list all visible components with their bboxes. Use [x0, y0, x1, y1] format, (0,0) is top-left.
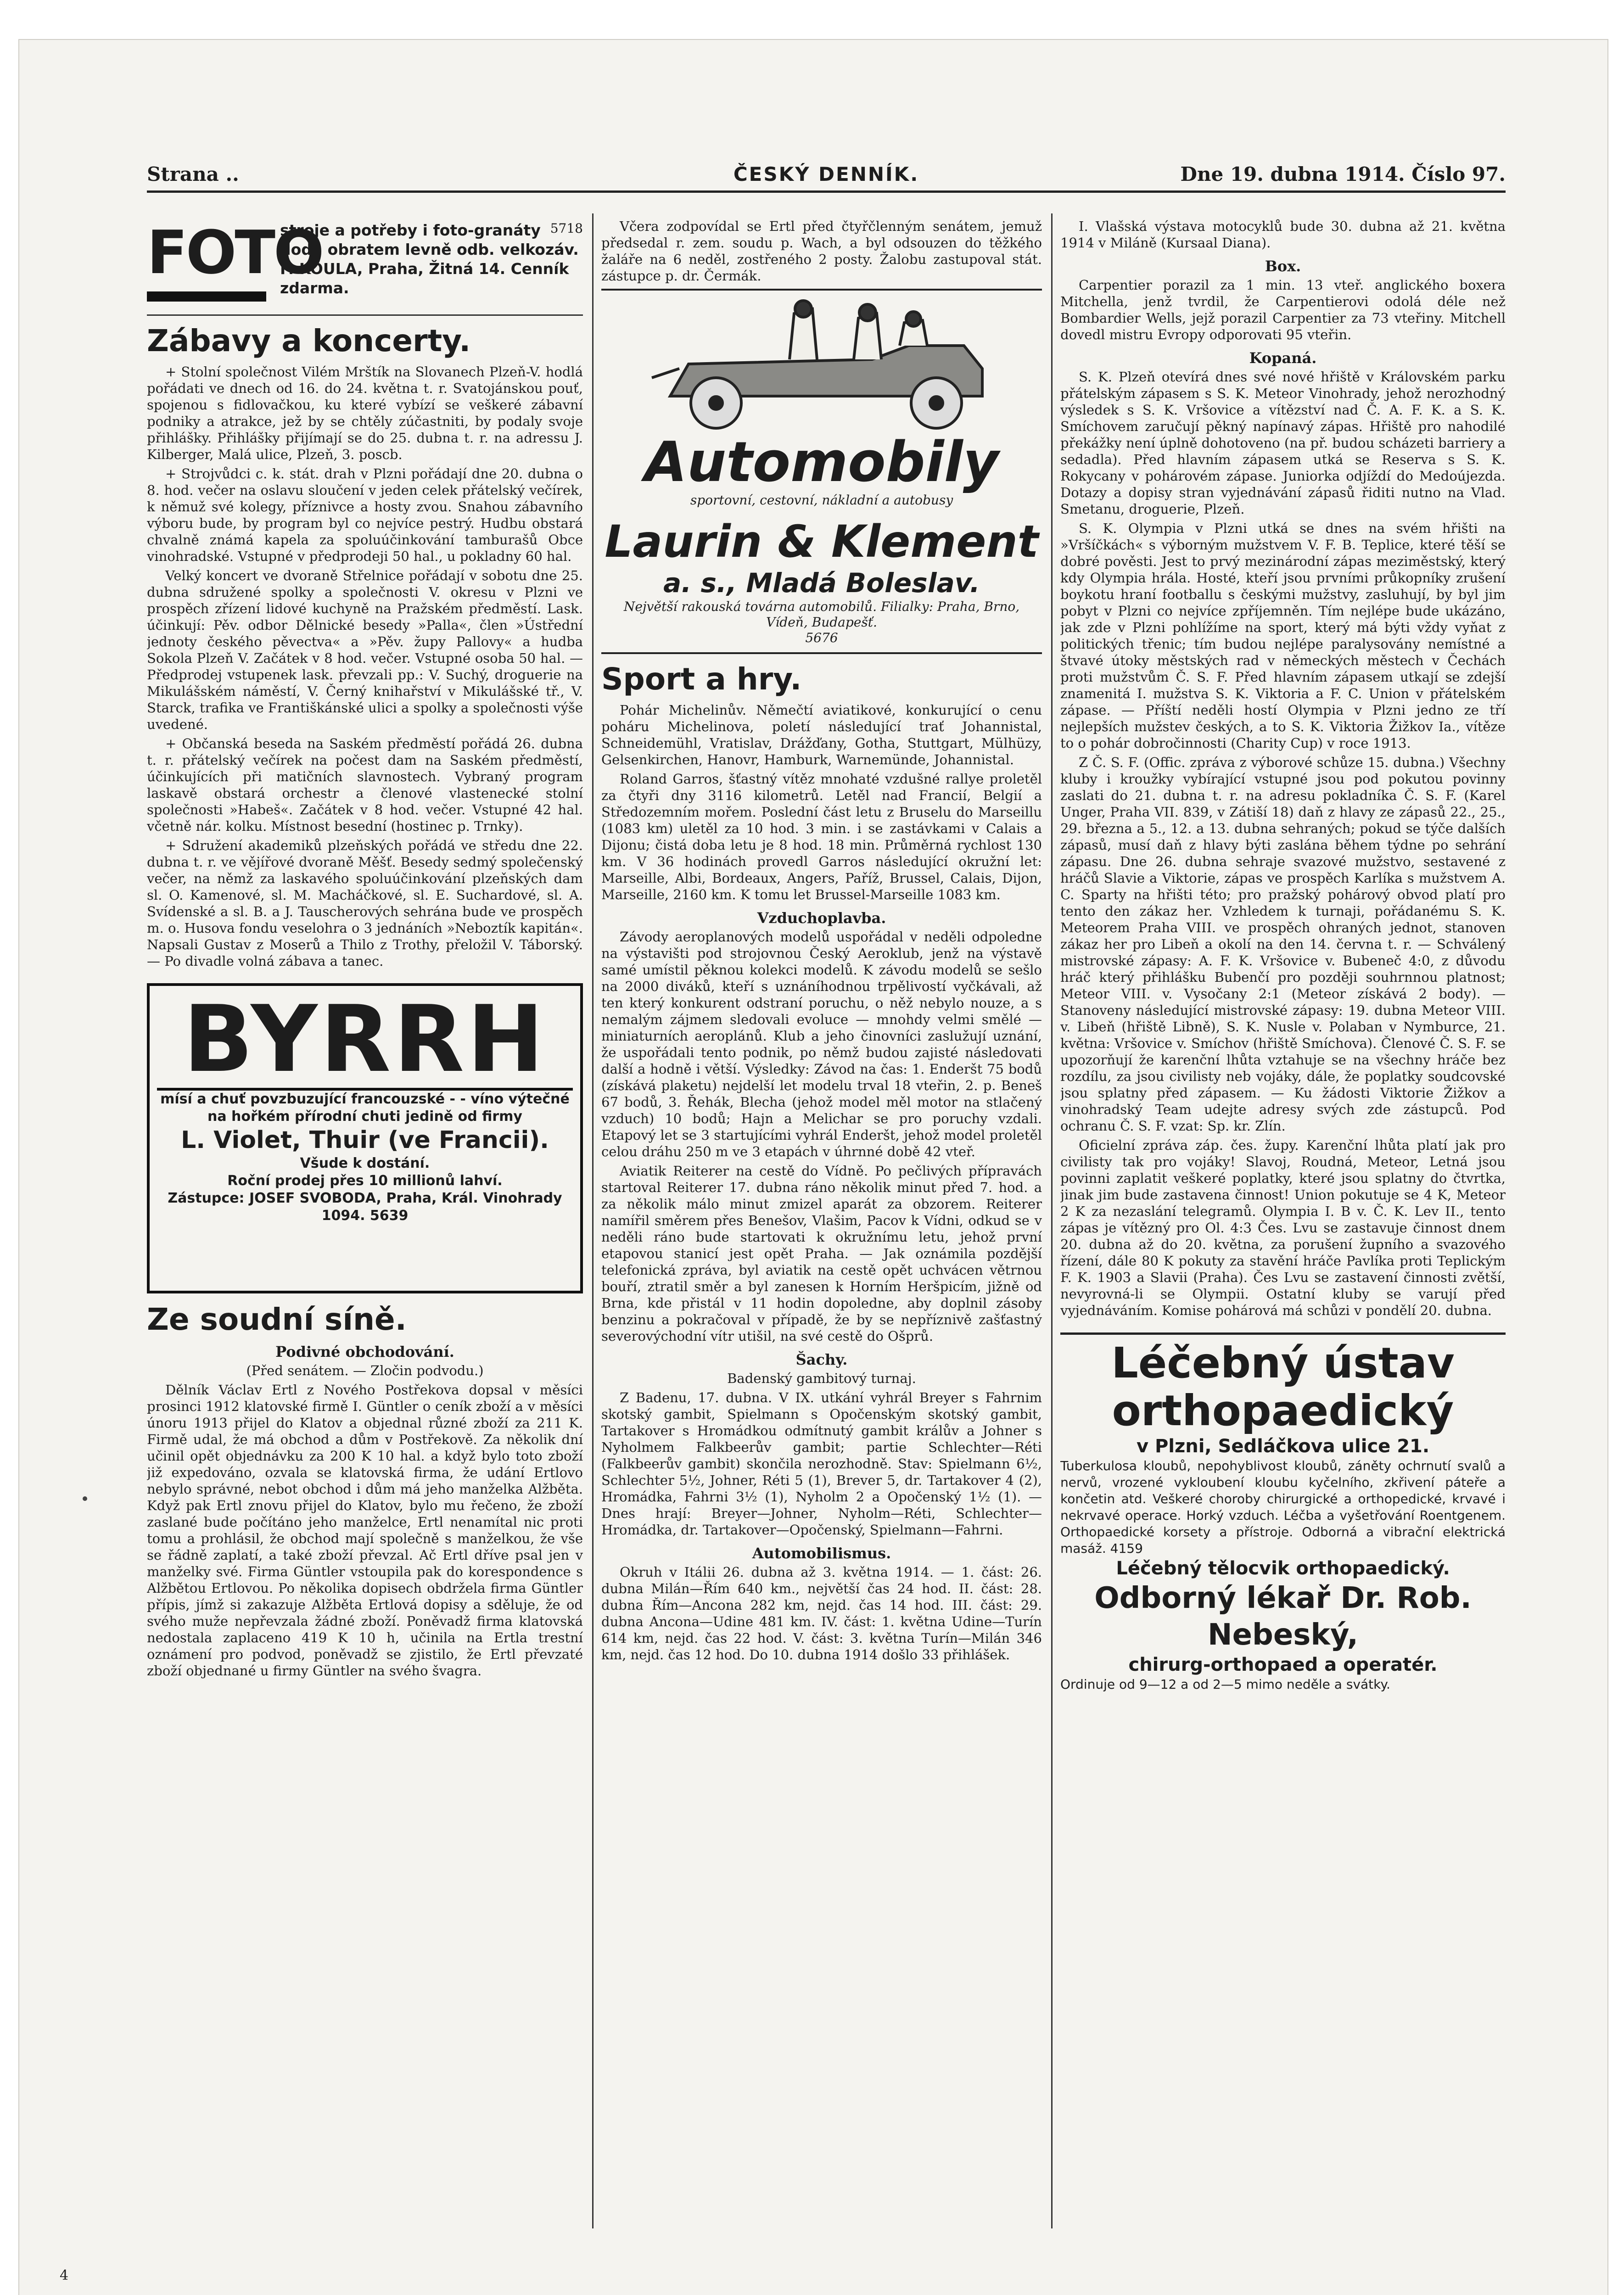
foto-bar	[147, 291, 266, 302]
article-paragraph: Oficielní zpráva záp. čes. župy. Karenční lhůta platí jak pro civilisty tak pro vojáky! Slavoj, Roudná, Meteor, Letná jsou povinni zaplatit veškeré poplatky, které jsou splatny do čtvrtka, jinak jim bude zastavena činnost! Union pokutuje se 4 K, Meteor 2 K za nezaslání telegramů. Olympia I. B v. Č. K. Lev II., tento zápas je vítězný pro Ol. 4:3 Čes. Lvu se zastavuje činnost dnem 20. dubna až do 20. května, za porušení župního a svazového řízení, dále 80 K pokuty za stavění hráče Pavlíka proti Teplickým F. K. 1903 a Slavii (Praha). Čes Lvu se zastavení činnosti zvětší, nevyrovná-li se Olympii. Ostatní kluby se varují před vyjednáváním. Komise pohárová má schůzi v pondělí 20. dubna.	[1060, 1137, 1506, 1318]
ortho-hours: Ordinuje od 9—12 a od 2—5 mimo neděle a svátky.	[1060, 1677, 1390, 1692]
byrrh-maker: L. Violet, Thuir (ve Francii).	[181, 1126, 549, 1154]
automobily-title: Automobily	[644, 431, 999, 494]
automobily-tagline: Největší rakouská továrna automobilů. Filialky: Praha, Brno, Vídeň, Budapešť.	[623, 599, 1020, 630]
article-paragraph: Roland Garros, šťastný vítěz mnohaté vzdušné rallye proletěl za čtyři dny 3116 kilometrů. Letěl nad Francií, Belgií a Středozemním mořem. Poslední část letu z Bruselu do Marseillu (1083 km) uletěl za 10 hod. 3 min. i se zastávkami v Calais a Dijonu; čistá doba letu je 8 hod. 18 min. Průměrná rychlost 130 km. V 36 hodinách provedl Garros následující okružní let: Marseille, Albi, Bordeaux, Angers, Paříž, Brussel, Calais, Dijon, Marseille, 2160 km. K tomu let Brussel-Marseille 1083 km.	[601, 771, 1042, 902]
column-rule	[592, 213, 594, 2228]
automobily-subtitle: sportovní, cestovní, nákladní a autobusy	[690, 493, 953, 508]
section-heading-sport: Sport a hry.	[601, 661, 802, 697]
foto-text: stroje a potřeby i foto-granáty dodá obratem levně odb. velkozáv. F. KOULA, Praha, Žitná 14. Cenník zdarma.	[280, 221, 579, 297]
laurin-klement-location: a. s., Mladá Boleslav.	[663, 567, 980, 599]
article-paragraph: Závody aeroplanových modelů uspořádal v neděli odpoledne na výstavišti pod strojovnou Český Aeroklub, jenž na výstavě samé umístil pěknou kolekci modelů. K závodu modelů se sešlo na 2000 diváků, kteří s uznáníhodnou trpělivostí vyčkávali, až ten který konkurent odstraní poruchu, o něž nebylo nouze, a s nemalým zájmem sledovali evoluce — mnohdy velmi smělé — miniaturních aeroplánů. Klub a jeho činovníci zaslužují uznání, že uspořádali tento podnik, po němž budou zajisté následovati další a hodně i větší. Výsledky: Závod na čas: 1. Enderšt 75 bodů (získává plaketu) nejdelší let modelu trval 18 vteřin, 2. p. Beneš 67 bodů, 3. Řehák, Blecha (jehož model měl motor na stlačený vzduch) 10 bodů; Hajn a Melichar se pro poruchy vzdali. Etapový let se 3 startujícími vyhrál Enderšt, jehož model proletěl celou dráhu 250 m ve 3 etapách v úhrnné době 42 vteř.	[601, 929, 1042, 1159]
byrrh-line: Všude k dostání.	[300, 1155, 430, 1171]
byrrh-line: mísí a chuť povzbuzující francouzské - - víno výtečné na hořkém přírodní chuti jedině od firmy	[160, 1091, 570, 1125]
foto-word: FOTO	[147, 218, 323, 287]
ortho-doctor: Odborný lékař Dr. Rob. Nebeský,	[1094, 1581, 1472, 1652]
article-subheading: Vzduchoplavba.	[757, 909, 886, 927]
article-paragraph: + Strojvůdci c. k. stát. drah v Plzni pořádají dne 20. dubna o 8. hod. večer na oslavu sloučení v jeden celek přátelský večírek, k němuž své kolegy, příznivce a hosty zvou. Snahou zábavního výboru bude, by program byl co nejvíce pestrý. Hudbu obstará chvalně známá kapela za spoluúčinkování tamburašů Obce vinohradské. Vstupné v předprodeji 50 hal., u pokladny 60 hal.	[147, 466, 583, 564]
article-subheading: Podivné obchodování.	[275, 1343, 454, 1360]
article-paragraph: Aviatik Reiterer na cestě do Vídně. Po pečlivých přípravách startoval Reiterer 17. dubna ráno několik minut před 7. hod. a za několik málo minut zmizel aparát za obzorem. Reiterer namířil směrem přes Benešov, Vlašim, Pacov k Vídni, odkud se v neděli ráno bude startovati k okružnímu letu, jehož první etapovou stanicí jest opět Praha. — Jak oznámila pozdější telefonická zpráva, byl aviatik na cestě opět uchvácen větrnou bouří, ztratil směr a byl zanesen k Horním Heršpicím, jižně od Brna, kde přistál v 11 hodin dopoledne, aby doplnil zásoby benzinu a pokračoval v případě, že by se nepříznivě zašťastný severovýchodní vítr utišil, na své cestě do Ošprů.	[601, 1163, 1042, 1344]
article-paragraph: S. K. Olympia v Plzni utká se dnes na svém hřišti na »Vršíčkách« s výborným mužstvem V. F. B. Teplice, které těší se dobré pověsti. Jest to prvý mezinárodní zápas meziměstský, který kdy Olympia hrála. Hosté, kteří jsou prvními průkopníky zrušení boykotu hraní footballu s českými mužstvy, zasluhují, by byl jim pobyt v Plzni co nejvíce zpříjemněn. Tím nejlépe bude ukázáno, jak zde v Plzni pohlížíme na sport, který má býti vždy vyňat z politických třenic; tím budou nejlépe paralysovány nemístné a štvavé útoky městských rad v německých městech v Čechách proti mužstvům Č. S. F. Před hlavním zápasem utkají se zdejší znamenitá I. mužstva S. K. Viktoria a F. C. Union v přátelském zápase. — Příští neděli hostí Olympia v Plzni jedno ze tří nejlepších mužstev českých, a to S. K. Viktoria Žižkov Ia., vítěze to o pohár dobročinnosti (Charity Cup) v roce 1913.	[1060, 521, 1506, 751]
page-mark	[83, 1496, 87, 1501]
column-2	[601, 218, 1042, 2228]
masthead-title: ČESKÝ DENNÍK.	[733, 163, 919, 185]
article-paragraph: Pohár Michelinův. Němečtí aviatikové, konkurující o cenu poháru Michelinova, poletí následující trať Johannistal, Schneidemühl, Vratislav, Drážďany, Gotha, Stuttgart, Mülhüzy, Gelsenkirchen, Hanovr, Hamburk, Warnemünde, Johannistal.	[601, 702, 1042, 767]
ortho-address: v Plzni, Sedláčkova ulice 21.	[1136, 1436, 1430, 1457]
article-paragraph: Včera zodpovídal se Ertl před čtyřčlenným senátem, jemuž předsedal r. zem. soudu p. Wach, a byl odsouzen do těžkého žaláře na 6 neděl, zostřeného 2 posty. Žalobu zastupoval stát. zástupce p. dr. Čermák.	[601, 218, 1042, 284]
page-footer-mark: 4	[60, 2267, 69, 2284]
foto-advert	[147, 218, 583, 316]
ortho-text: Tuberkulosa kloubů, nepohyblivost kloubů, záněty ochrnutí svalů a nervů, vrozené vykloubení kloubu kyčelního, zkřivení páteře a končetin atd. Veškeré choroby chirurgické a orthopedické, krvavé i nekrvavé operace. Horký vzduch. Léčba a vyšetřování Roentgenem. Orthopaedické korsety a přístroje. Odborná a vibrační elektrická masáž. 4159	[1060, 1458, 1506, 1556]
newspaper-page	[147, 163, 1506, 2228]
ortho-tel: Léčebný tělocvik orthopaedický.	[1116, 1558, 1450, 1579]
byrrh-advert	[147, 983, 583, 1293]
column-rule	[1051, 213, 1053, 2228]
article-paragraph: Carpentier porazil za 1 min. 13 vteř. anglického boxera Mitchella, jenž tvrdil, že Carpentierovi odolá déle než Bombardier Wells, jejž porazil Carpentier za 73 vteřiny. Mitchell dovedl mistru Evropy odporovati 95 vteřin.	[1060, 277, 1506, 342]
article-paragraph: Dělník Václav Ertl z Nového Postřekova dopsal v měsíci prosinci 1912 klatovské firmě I. Güntler o ceník zboží a v měsíci únoru 1913 přijel do Klatov a objednal různé zboží za 211 K. Firmě udal, že má obchod a dům v Postřekově. Za několik dní učinil opět objednávku za 200 K 10 hal. a když bylo toto zboží již expedováno, ozvala se klatovská firma, že udání Ertlovo nebylo správné, nebot obchod i dům má jeho manželka Alžběta. Když pak Ertl znovu přijel do Klatov, bylo mu řečeno, že zboží zaslané bude počítáno jeho manželce, Ertl nenamítal nic proti tomu a prohlásil, že obchod mají společně s manželkou, že vše se řádně zaplatí, a také zboží převzal. Ač Ertl dříve psal jen v manželky své. Firma Güntler vstoupila pak do korespondence s Alžbětou Ertlovou. Po několika dopisech obdržela firma Güntler přípis, jímž si zakazuje Alžběta Ertlová dopisy a sděluje, že od svého muže nepřevzala žádné zboží. Poněvadž firma klatovská nedostala zaplaceno 419 K 10 h, učinila na Ertla trestní oznámení pro podvod, poněvadž se zjistilo, že Ertl převzaté zboží objednané u firmy Güntler na svého švagra.	[147, 1382, 583, 1679]
section-heading-soud: Ze soudní síně.	[147, 1302, 407, 1337]
section-heading-zabavy: Zábavy a koncerty.	[147, 323, 471, 358]
article-paragraph: I. Vlašská výstava motocyklů bude 30. dubna až 21. května 1914 v Miláně (Kursaal Diana).	[1060, 218, 1506, 251]
article-paragraph: + Občanská beseda na Saském předměstí pořádá 26. dubna t. r. přátelský večírek na počest dam na Saském předměstí, účinkujících při matičních slavnostech. Vybraný program laskavě obstará orchestr a členové vlastenecké stolní společnosti »Habeš«. Začátek v 8 hod. večer. Vstupné 42 hal. včetně nár. kolku. Místnost besední (hostinec p. Trnky).	[147, 736, 583, 834]
automobily-advert	[601, 289, 1042, 654]
article-subheading: Automobilismus.	[752, 1545, 891, 1562]
article-subheading: Šachy.	[795, 1351, 848, 1368]
car-illustration	[615, 295, 1028, 433]
foto-number: 5718	[550, 221, 583, 236]
article-subheading: Kopaná.	[1249, 349, 1317, 367]
byrrh-word: BYRRH	[157, 991, 573, 1091]
article-subheading-small: Badenský gambitový turnaj.	[727, 1371, 916, 1386]
laurin-klement-logo: Laurin & Klement	[605, 516, 1039, 567]
article-byline: (Před senátem. — Zločin podvodu.)	[246, 1363, 484, 1378]
ortho-doctor-sub: chirurg-orthopaed a operatér.	[1128, 1654, 1438, 1675]
ortho-title: Léčebný ústav	[1111, 1338, 1455, 1388]
column-3	[1060, 218, 1506, 2228]
article-paragraph: S. K. Plzeň otevírá dnes své nové hřiště v Královském parku přátelským zápasem s S. K. Meteor Vinohrady, jehož nerozhodný výsledek s S. K. Vršovice a vítězství nad Č. A. F. K. a S. K. Smíchovem zaručují pěkný napínavý zápas. Hřiště pro nahodilé překážky není úplně dohotoveno (na př. budou scházeti barriery a sedadla). Před hlavním zápasem utká se Reserva s S. K. Rokycany v pohárovém zápase. Juniorka odjíždí do Medoújezda. Dotazy a dopisy stran vyjednávání zápasů řiditi nutno na Vlad. Smetanu, droguerie, Plzeň.	[1060, 369, 1506, 517]
page-header	[147, 163, 1506, 193]
page-label: Strana ..	[147, 163, 239, 185]
article-paragraph: + Stolní společnost Vilém Mrštík na Slovanech Plzeň-V. hodlá pořádati ve dnech od 16. do 24. května t. r. Svatojánskou pouť, spojenou s fidlovačkou, ku které vybízí se veškeré zábavní podniky a atrakce, jež by se chtěly zúčastniti, by podaly svoje přihlášky. Přihlášky přijímají se do 25. dubna t. r. na adressu J. Kilberger, Malá ulice, Plzeň, 3. poscb.	[147, 364, 583, 462]
article-paragraph: Z Badenu, 17. dubna. V IX. utkání vyhrál Breyer s Fahrnim skotský gambit, Spielmann s Opočenským skotský gambit, Tartakover s Hromádkou odmítnutý gambit králův a Johner s Nyholmem Falkbeerův gambit; partie Schlechter—Réti (Falkbeerův gambit) skončila nerozhodně. Stav: Spielmann 6½, Schlechter 5½, Johner, Réti 5 (1), Brever 5, dr. Tartakover 4 (2), Hromádka, Fahrni 3½ (1), Nyholm 2 a Opočenský 1½ (1). — Dnes hrají: Breyer—Johner, Nyholm—Réti, Schlechter—Hromádka, dr. Tartakover—Opočenský, Spielmann—Fahrni.	[601, 1390, 1042, 1538]
article-paragraph: + Sdružení akademiků plzeňských pořádá ve středu dne 22. dubna t. r. ve vějířové dvoraně Měšť. Besedy sedmý společenský večer, na němž za laskavého spoluúčinkování plzeňských dam sl. O. Kamenové, sl. M. Macháčkové, sl. E. Suchardové, sl. A. Svídenské a sl. B. a J. Tauscherových sehrána bude ve prospěch m. o. Husova fondu veselohra o 3 jednáních »Neboztík kapitán«. Napsali Gustav z Moserů a Thilo z Trothy, přeložil V. Táborský. — Po divadle volná zábava a tanec.	[147, 838, 583, 969]
article-paragraph: Velký koncert ve dvoraně Střelnice pořádají v sobotu dne 25. dubna sdružené spolky a společnosti V. okresu v Plzni ve prospěch zřízení lidové kuchyně na Pražském předměstí. Lask. účinkují: Pěv. odbor Dělnické besedy »Palla«, člen »Ústřední jednoty českého pěvectva« a »Pěv. župy Pallovy« a hudba Sokola Plzeň V. Začátek v 8 hod. večer. Vstupné osoba 50 hal. — Předprodej vstupenek lask. převzali pp.: V. Suchý, droguerie na Mikulášském náměstí, V. Černý knihařství v Mikulášské tř., V. Starck, trafika ve Františkánské ulici a spolky a společnosti výše uvedené.	[147, 568, 583, 732]
issue-date: Dne 19. dubna 1914. Číslo 97.	[1180, 163, 1506, 185]
article-subheading: Box.	[1265, 257, 1301, 275]
byrrh-line: Roční prodej přes 10 millionů lahví.	[227, 1173, 503, 1189]
byrrh-line: Zástupce: JOSEF SVOBODA, Praha, Král. Vinohrady 1094. 5639	[168, 1190, 562, 1224]
ortho-title: orthopaedický	[1112, 1386, 1454, 1435]
article-paragraph: Okruh v Itálii 26. dubna až 3. května 1914. — 1. část: 26. dubna Milán—Řím 640 km., největší čas 24 hod. II. část: 28. dubna Řím—Ancona 282 km, nejd. čas 14 hod. III. část: 29. dubna Ancona—Udine 481 km. IV. část: 1. května Udine—Turín 614 km, nejd. čas 22 hod. V. část: 3. května Turín—Milán 346 km, nejd. čas 12 hod. Do 10. dubna 1914 došlo 33 přihlášek.	[601, 1564, 1042, 1662]
column-1	[147, 218, 583, 2228]
automobily-number: 5676	[805, 630, 838, 645]
orthopaedic-advert	[1060, 1332, 1506, 1693]
article-paragraph: Z Č. S. F. (Offic. zpráva z výborové schůze 15. dubna.) Všechny kluby i kroužky vybírající vstupné jsou pod pokutou povinny zaslati do 21. dubna t. r. na adresu pokladníka Č. S. F. (Karel Unger, Praha VII. 839, v Zátiší 18) daň z hlavy ze zápasů 22., 25., 29. března a 5., 12. a 13. dubna sehraných; pokud se týče dalších zápasů, musí daň z hlavy býti zaslána během týdne po sehrání zápasu. Dne 26. dubna sehraje svazové mužstvo, sestavené z hráčů Slavie a Viktorie, zápas ve prospěch Karlíka s mužstvem A. C. Sparty na hřišti této; pro pražský pohárový obvod platí pro tento den zákaz her. Vzhledem k turnaji, pořádanému S. K. Meteorem Praha VIII. ve prospěch ohraných jednot, stanoven zákaz her pro Libeň a okolí na den 14. června t. r. — Schválený mistrovské zápasy: A. F. K. Vršovice v. Bubeneč 4:0, z důvodu hráč který přihlášku Bubenčí pro později souhrnnou platnost; Meteor VIII. v. Vysočany 2:1 (Meteor získává 2 body). — Stanoveny následující mistrovské zápasy: 19. dubna Meteor VIII. v. Libeň (hřiště Libně), S. K. Nusle v. Polaban v Nymburce, 21. května: Vršovice v. Smíchov (hřiště Smíchova). Členové Č. S. F. se upozorňují že karenční lhůta vztahuje se na všechny hráče bez rozdílu, za jsou civilisty neb vojáky, dále, že poplatky soudcovské jsou splatny před zápasem. — Ku žádosti Viktorie Žižkov a vinohradský Team udejte adresy svých zde zástupců. Pod ochranu Č. S. F. vzat: Sp. kr. Zlín.	[1060, 755, 1506, 1134]
